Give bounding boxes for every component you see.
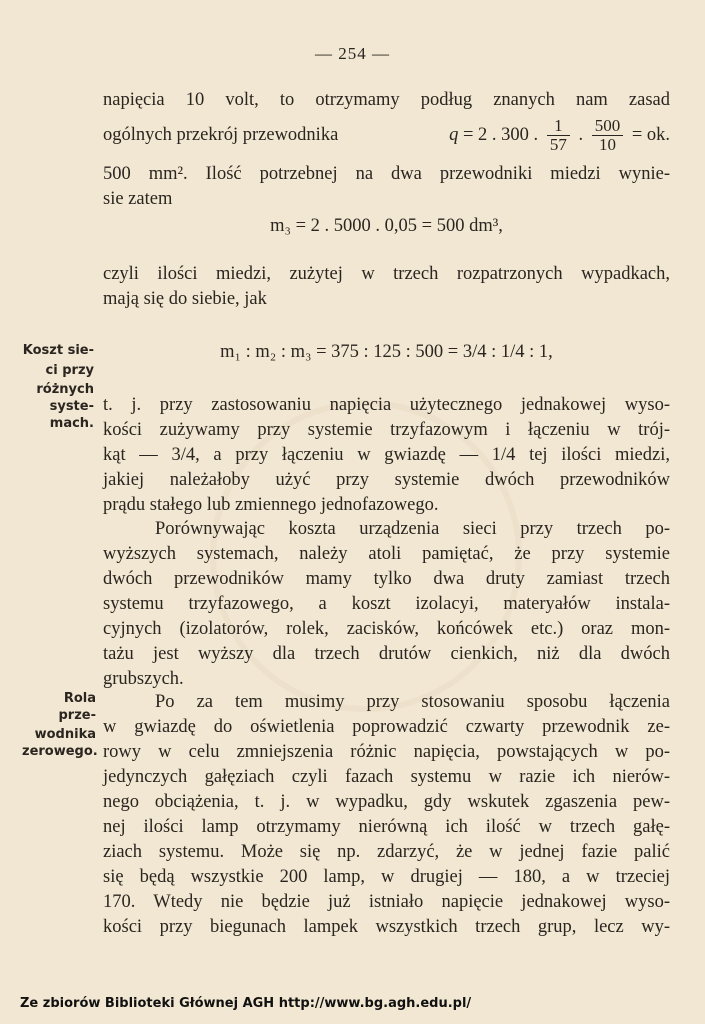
text-fragment: = 2 . 300 . <box>458 125 543 145</box>
marginal-line: Rola prze- <box>58 691 96 723</box>
text-line: w gwiazdę do oświetlenia poprowadzić czwarty przewodnik ze- <box>103 717 670 737</box>
marginal-line: zerowego. <box>22 744 98 759</box>
fraction-500-10 <box>592 117 624 154</box>
text-fragment: = ok. <box>627 125 670 145</box>
paragraph-1 <box>103 88 670 212</box>
text-line: kąt — 3/4, a przy łączeniu w gwiazdę — 1/4 tej ilości miedzi, <box>103 445 670 465</box>
text-line: systemu trzyfazowego, a koszt izolacyi, materyałów instala- <box>103 594 670 614</box>
text-line: wyższych systemach, należy atoli pamiętać, że przy systemie <box>103 544 670 564</box>
marginal-note-cost <box>22 342 94 432</box>
text-line: tażu jest wyższy dla trzech drutów cienkich, niż dla dwóch <box>103 644 670 664</box>
formula-text: m₃ = 2 . 5000 . 0,05 = 500 dm³, <box>270 216 503 236</box>
marginal-note-neutral <box>22 690 96 760</box>
text-fragment: ogólnych przekrój przewodnika <box>103 125 343 145</box>
formula-text: m₁ : m₂ : m₃ = 375 : 125 : 500 = 3/4 : 1/4 : 1, <box>220 342 553 362</box>
marginal-line: mach. <box>49 416 94 431</box>
marginal-line: Koszt sie- <box>22 343 94 358</box>
text-line: t. j. przy zastosowaniu napięcia użytecznego jednakowej wyso- <box>103 395 670 415</box>
text-line: nej ilości lamp otrzymamy nierówną ich ilość w trzech gałę- <box>103 817 670 837</box>
text-line: sie zatem <box>103 189 173 209</box>
text-line: dwóch przewodników mamy tylko dwa druty zamiast trzech <box>103 569 670 589</box>
text-fragment: . <box>573 125 588 145</box>
text-line: jedynczych gałęziach czyli fazach systemu w razie ich nierów- <box>103 767 670 787</box>
marginal-line: ci przy <box>45 363 94 378</box>
fraction-denominator: 57 <box>549 135 567 155</box>
text-line: kości przy biegunach lampek wszystkich trzech grup, lecz wy- <box>103 917 670 937</box>
text-line-with-fractions <box>103 113 670 157</box>
paragraph-2 <box>103 262 670 312</box>
paragraph-3 <box>103 393 670 518</box>
fraction-numerator: 500 <box>592 117 624 136</box>
text-line: grubszych. <box>103 669 184 689</box>
text-line: 170. Wtedy nie będzie już istniało napięcie jednakowej wyso- <box>103 892 670 912</box>
text-line: mają się do siebie, jak <box>103 289 267 309</box>
text-line: napięcia 10 volt, to otrzymamy podług znanych nam zasad <box>103 90 670 110</box>
marginal-line: syste- <box>49 399 94 414</box>
page-number: — 254 — <box>315 44 390 63</box>
fraction-numerator: 1 <box>547 117 570 136</box>
text-line: cyjnych (izolatorów, rolek, zacisków, końcówek etc.) oraz mon- <box>103 619 670 639</box>
paragraph-5 <box>103 690 670 940</box>
formula-m3 <box>103 214 670 239</box>
text-line: czyli ilości miedzi, zużytej w trzech rozpatrzonych wypadkach, <box>103 264 670 284</box>
text-line: prądu stałego lub zmiennego jednofazowego. <box>103 495 439 515</box>
formula-ratio <box>103 340 670 365</box>
text-line: Po za tem musimy przy stosowaniu sposobu łączenia <box>155 692 670 712</box>
inline-formula <box>449 113 670 157</box>
text-line: się będą wszystkie 200 lamp, w drugiej — 180, a w trzeciej <box>103 867 670 887</box>
marginal-line: różnych <box>36 382 94 397</box>
text-line: Porównywając koszta urządzenia sieci przy trzech po- <box>155 519 670 539</box>
marginal-line: wodnika <box>34 727 96 742</box>
variable-q: q <box>449 125 459 145</box>
text-line: 500 mm². Ilość potrzebnej na dwa przewodniki miedzi wynie- <box>103 164 670 184</box>
text-line: ziach systemu. Może się np. zdarzyć, że w jednej fazie palić <box>103 842 670 862</box>
text-line: jakiej należałoby użyć przy systemie dwóch przewodników <box>103 470 670 490</box>
paragraph-4 <box>103 517 670 692</box>
library-footer: Ze zbiorów Biblioteki Głównej AGH http://www.bg.agh.edu.pl/ <box>20 996 472 1011</box>
text-line: nego obciążenia, t. j. w wypadku, gdy wskutek zgaszenia pew- <box>103 792 670 812</box>
fraction-denominator: 10 <box>598 135 616 155</box>
text-line: rowy w celu zmniejszenia różnic napięcia, powstających w po- <box>103 742 670 762</box>
text-line: kości zużywamy przy systemie trzyfazowym i łączeniu w trój- <box>103 420 670 440</box>
fraction-1-57 <box>547 117 570 154</box>
